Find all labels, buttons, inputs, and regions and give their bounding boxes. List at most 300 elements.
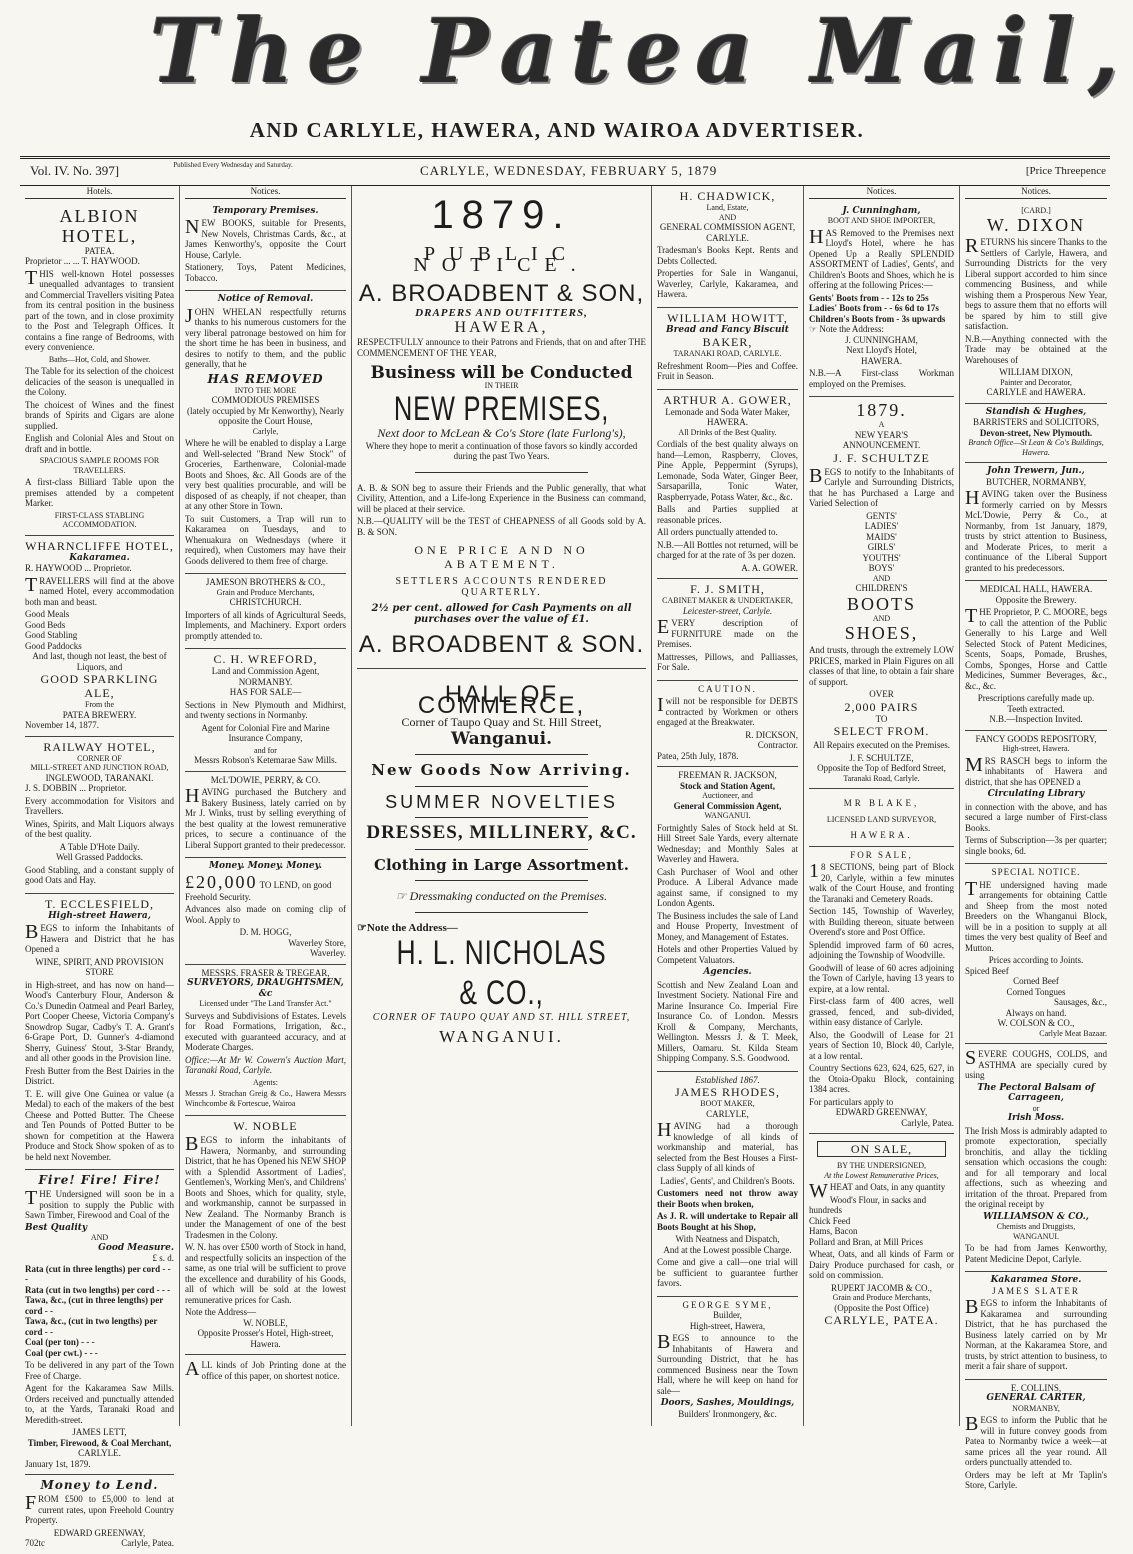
ad-title: E. COLLINS, [1010, 1382, 1062, 1393]
ad-schultze [809, 397, 954, 789]
ad-line: TARANAKI ROAD, CARLYLE. [673, 349, 782, 358]
ad-line: GOOD SPARKLING ALE, [40, 672, 159, 700]
dateline [20, 156, 1110, 186]
ad-title: FOR SALE, [850, 849, 913, 860]
ad-line: Timber, Firewood, & Coal Merchant, [27, 1437, 172, 1448]
ad-line: Teeth extracted. [1007, 703, 1065, 714]
ad-line: SELECT FROM. [833, 724, 930, 738]
ad-list-item: Good Meals [25, 609, 70, 619]
ad-line: With Neatness and Dispatch, [675, 1234, 780, 1244]
ad-list-item: GENTS' [866, 510, 897, 521]
ad-line: Carlyle Meat Bazaar. [1039, 1028, 1107, 1038]
ad-body: BEGS to inform the Inhabitants of Hawera and District that he has Opened a [25, 921, 174, 954]
ad-title: GEORGE SYME, [682, 1299, 773, 1310]
ad-line: AND [872, 613, 891, 623]
ad-year: 1879. [431, 193, 572, 237]
ad-line: J. F. SCHULTZE, [849, 752, 914, 763]
ad-line: DRAPERS AND OUTFITTERS, [415, 307, 588, 319]
ad-firm-name: A. BROADBENT & SON, [358, 280, 645, 307]
ad-line: Orders may be left at Mr Taplin's Store, Carlyle. [965, 1469, 1107, 1490]
ad-line: The Business includes the sale of Land and House Property, Investment of Money, and Management of Estates. [657, 910, 798, 942]
ad-line: And at the Lowest possible Charge. [663, 1244, 792, 1255]
divider [415, 849, 588, 850]
ad-body: THE Undersigned will soon be in a position to supply the Public with Sawn Timber, Firewood and Coal of the [25, 1187, 174, 1220]
ad-list-item: CHILDREN'S [855, 583, 908, 593]
column-notices-2 [652, 186, 804, 1426]
ad-trewern [965, 463, 1107, 581]
column-feature-ads [352, 186, 652, 1426]
ad-list-item: Good Beds [25, 619, 66, 630]
ad-line: N.B.—QUALITY will be the TEST of CHEAPNESS of all Goods sold by A. B. & SON. [357, 516, 646, 537]
ad-line: Corner of Taupo Quay and St. Hill Street, [401, 715, 602, 729]
ad-town: PATEA. [84, 245, 115, 256]
issue-price: [Price Threepence [1025, 165, 1106, 177]
ad-line: A. A. GOWER. [741, 562, 798, 573]
ad-line: W. NOBLE, [243, 1317, 288, 1328]
ad-title: CAUTION. [698, 683, 757, 694]
ad-title: WHARNCLIFFE HOTEL, [25, 538, 174, 553]
ad-hall-of-commerce [357, 669, 646, 1047]
ad-line: Stock and Station Agent, [679, 780, 776, 791]
ad-line: Hotels and other Properties Valued by Competent Valuators. [657, 944, 798, 965]
price-row: Coal (per cwt.) - - - [25, 1347, 98, 1358]
ad-line: Builders' Ironmongery, &c. [678, 1408, 777, 1419]
price-row: Ladies' Boots from - - 6s 6d to 17s [809, 303, 939, 313]
price-row: Rata (cut in three lengths) per cord - - - [25, 1263, 171, 1284]
ad-ecclesfield [25, 894, 174, 1171]
ad-body: Importers of all kinds of Agricultural Seeds, Implements, and Machinery. Export orders promptly attended to. [185, 609, 346, 641]
ad-line: A Table D'Hote Daily. [59, 841, 140, 852]
ad-wreford [185, 649, 346, 772]
ad-line: Wines, Spirits, and Malt Liquors always of the best quality. [25, 818, 174, 839]
ad-line: At the Lowest Remunerative Prices, [824, 1170, 939, 1180]
ad-body: JOHN WHELAN respectfully returns thanks to his numerous customers for the very liberal patronage bestowed on him for the short time he has been in business, and desires to notify to them, and the public generally, that he [185, 304, 346, 369]
ad-line: CARLYLE. [78, 1448, 121, 1458]
ad-line: GENERAL CARTER, [986, 1393, 1086, 1403]
ad-line: A [878, 420, 885, 429]
ad-line: Next door to McLean & Co's Store (late Furlong's), [377, 426, 626, 440]
ad-title: J. Cunningham, [842, 205, 921, 216]
ad-line: Contractor. [757, 740, 798, 750]
price-row: Children's Boots from - 3s upwards [809, 313, 946, 324]
pointing-hand-icon: ☞ [357, 921, 367, 934]
ad-line: Bread and Fancy Biscuit [666, 324, 789, 335]
ad-proprietor: R. HAYWOOD ... Proprietor. [25, 563, 132, 573]
ad-e-collins [965, 1380, 1107, 1498]
ad-line: BY THE UNDERSIGNED, [836, 1161, 927, 1170]
ad-gower [657, 390, 798, 580]
ad-line: Waverley Store, [288, 937, 346, 948]
ad-body: BEGS to announce to the Inhabitants of Hawera and Surrounding District, that he has commenced Business near the Town Hall, where he will keep on hand for sale— [657, 1331, 798, 1396]
ad-list-item: AND [872, 573, 891, 583]
ad-line: WILLIAM DIXON, [999, 367, 1073, 377]
ad-line: All Drinks of the Best Quality. [678, 427, 777, 437]
newspaper-subtitle: AND CARLYLE, HAWERA, AND WAIROA ADVERTISER. [249, 118, 865, 142]
column-heading: Notices. [965, 186, 1107, 199]
divider [415, 472, 588, 473]
ad-title: ALBION HOTEL, [59, 205, 140, 246]
ad-body: BEGS to inform the inhabitants of Hawera, Normanby, and surrounding District, that he has Opened his NEW SHOP with a Splendid Assortment of Ladies', Gentlemen's, Working Men's, and Childrens' Boots and Shoes, which for quality, style, and workmanship, cannot be surpassed in New Zealand. The Normanby Branch is under the Management of one of the best Tradesmen in the Colony. [185, 1133, 346, 1240]
ad-line: SUMMER NOVELTIES [385, 791, 618, 812]
ad-cunningham [809, 203, 954, 398]
ad-line: NORMANBY, [1012, 1403, 1060, 1413]
ad-list-item: Spiced Beef [965, 965, 1009, 976]
ad-line: CHRISTCHURCH. [229, 597, 302, 607]
ad-title: Money. Money. Money. [209, 861, 322, 871]
ad-james-rhodes [657, 1072, 798, 1297]
ad-body: 18 SECTIONS, being part of Block 20, Carlyle, within a few minutes walk of the Court House, and fronting the Taranaki and Cemetery Roads. [809, 860, 954, 904]
ad-line: CORNER OF TAUPO QUAY AND ST. HILL STREET, [372, 1012, 631, 1023]
divider [415, 817, 588, 818]
column-notices-3 [804, 186, 960, 1426]
ad-body: Every accommodation for Visitors and Travellers. [25, 795, 174, 816]
ad-line: R. DICKSON, [745, 729, 798, 740]
ad-heading: PUBLIC NOTICE. [413, 243, 590, 276]
ad-list-item: BOYS' [868, 563, 895, 573]
ad-line: (lately occupied by Mr Kenworthy), Nearly opposite the Court House, [187, 405, 344, 426]
ad-line: Fresh Butter from the Best Dairies in the District. [25, 1065, 174, 1086]
ad-title: ARTHUR A. GOWER, [663, 392, 792, 407]
ad-railway-hotel [25, 737, 174, 894]
ad-title: MEDICAL HALL, HAWERA. [979, 584, 1093, 594]
ad-line: Auctioneer, and [702, 791, 753, 800]
ad-body: HAVING purchased the Butchery and Bakery Business, lately carried on by Mr J. Winks, trust by selling everything of the best quality at the lowest remunerative prices, to secure a continuance of the Liberal Support granted to their predecessor. [185, 785, 346, 850]
ad-line: Messrs Robson's Ketemarae Saw Mills. [194, 755, 337, 765]
ad-line: NORMANBY. [238, 676, 293, 687]
ad-title: JAMESON BROTHERS & CO., [205, 577, 326, 587]
ad-line: New Goods Now Arriving. [371, 761, 632, 779]
ad-line: HAWERA. [860, 355, 903, 366]
ad-line: PATEA BREWERY. [62, 709, 137, 720]
ad-title: HALL OF COMMERCE, [417, 681, 586, 719]
ad-line: SURVEYORS, DRAUGHTSMEN, &c [187, 978, 344, 999]
ad-line: (Opposite the Post Office) [834, 1302, 929, 1313]
divider [415, 912, 588, 913]
price-row: Tawa, &c., (cut in two lengths) per cord - - [25, 1316, 158, 1337]
divider [415, 754, 588, 755]
ad-line: Where he will be enabled to display a Large and Well-selected "Brand New Stock" of Groceries, Earthenware, Colonial-made Boots and Shoes, &c. All Goods are of the very best qualities procurable, and will be disposed of as cheaply, if not cheaper, than at any other Store in Town. [185, 438, 346, 511]
column-notices-4 [960, 186, 1112, 1490]
ad-line: N.B.—Inspection Invited. [989, 714, 1083, 724]
ad-body: HAS Removed to the Premises next Lloyd's Hotel, where he has Opened Up a Really SPLENDID ASSORTMENT of Ladies', Gents', and Children's Boots and Shoes, which he is offering at the following Prices:— [809, 225, 954, 290]
ad-line: Ladies', Gents', and Children's Boots. [660, 1175, 795, 1186]
ad-chadwick [657, 186, 798, 308]
ad-fancy-goods [965, 731, 1107, 865]
ad-line: General Commission Agent, [673, 800, 782, 811]
ad-date: January 1st, 1879. [25, 1458, 91, 1469]
ad-mcdowie-perry [185, 772, 346, 859]
ad-body: THIS well-known Hotel possesses unequalled advantages to transient and Commercial Travellers visiting Patea from its central position in the business part of the town, and in close proximity to the Post and Telegraph Offices. It contains a fine range of Bedrooms, with every convenience. [25, 266, 174, 352]
ad-pectoral-balsam [965, 1044, 1107, 1272]
ad-money-hogg [185, 858, 346, 965]
ad-body: RETURNS his sincere Thanks to the Settlers of Carlyle, Hawera, and Surrounding Districts for the very Liberal support accorded to him since commencing Business, and while wishing them a Prosperous New Year, begs to assure them that no efforts will be spared by him to still give satisfaction. [965, 235, 1107, 331]
ad-line: COMMODIOUS PREMISES [211, 395, 320, 405]
ad-body: Cordials of the best quality always on hand—Lemon, Raspberry, Cloves, Pine Apple, Peppermint (Syrups), Lemonade, Soda Water, Ginger Beer, Sarsaparilla, Tonic Water, Raspberryade, Potass Water, &c., &c. [657, 439, 798, 502]
ad-list-item: YOUTHS' [862, 552, 901, 563]
ad-line: Land, Estate, [706, 203, 749, 212]
ad-list-item: LADIES' [864, 521, 899, 531]
ad-line [809, 324, 954, 335]
ad-line: Circulating Library [987, 789, 1085, 799]
ad-body: EVERY description of FURNITURE made on the Premises. [657, 616, 798, 649]
ad-town: HAWERA. [850, 830, 913, 840]
ad-line: EDWARD GREENWAY, [835, 1107, 928, 1117]
ad-line: ANNOUNCEMENT. [842, 440, 921, 450]
ad-list-item: Corned Beef [1013, 976, 1059, 986]
ad-line: NEW YEAR'S [854, 429, 909, 440]
ad-line: Cash Purchaser of Wool and other Produce. A Liberal Advance made against same, if consigned to my London Agents. [657, 866, 798, 908]
ad-body: WHEAT and Oats, in any quantity [809, 1180, 946, 1202]
ad-line: Section 145, Township of Waverley, with Building thereon, situate between Overend's store and Post Office. [809, 906, 954, 937]
ad-title: FANCY GOODS REPOSITORY, [975, 733, 1097, 744]
ad-title: FREEMAN R. JACKSON, [678, 770, 777, 780]
ad-fire [25, 1170, 174, 1475]
column-heading: Notices. [809, 186, 954, 199]
ad-date: Patea, 25th July, 1878. [657, 750, 739, 761]
ad-line: BARRISTERS and SOLICITORS, [972, 417, 1100, 427]
ad-title: Standish & Hughes, [985, 406, 1087, 417]
ad-title: Kakaramea Store. [990, 1275, 1082, 1285]
ad-line: DRESSES, MILLINERY, &C. [366, 822, 637, 843]
ad-line: To be delivered in any part of the Town Free of Charge. [25, 1360, 174, 1381]
ad-title: H. CHADWICK, [679, 189, 776, 203]
ad-on-sale [809, 1134, 954, 1332]
ad-line: W. COLSON & CO., [997, 1018, 1075, 1028]
ad-line: Next Lloyd's Hotel, [846, 345, 917, 355]
ad-date: November 14, 1877. [25, 720, 99, 730]
ad-line: SETTLERS ACCOUNTS RENDERED QUARTERLY. [395, 576, 608, 598]
ad-title: McL'DOWIE, PERRY, & CO. [210, 774, 321, 785]
ad-title: SEVERE COUGHS, COLDS, and ASTHMA are specially cured by using [965, 1047, 1107, 1080]
ad-body: MRS RASCH begs to inform the inhabitants of Hawera and district, that she has OPENED a [965, 753, 1107, 787]
ad-line: CORNER OF [77, 753, 122, 763]
loan-amount: £20,000 [185, 871, 258, 892]
ad-line: in connection with the above, and has secured a large number of First-class Books. [965, 801, 1107, 833]
ad-list-item: Sausages, &c., [1054, 997, 1107, 1007]
ad-list-item: Good Paddocks [25, 640, 82, 651]
ad-line: To suit Customers, a Trap will run to Kakaramea on Tuesdays, and to Whenuakura on Wednesdays (where it required), when Customers may have their Goods delivered to them free of charge. [185, 513, 346, 566]
ad-title: JAMES RHODES, [674, 1085, 780, 1099]
ad-line: Office:—At Mr W. Cowern's Auction Mart, Taranaki Road, Carlyle. [185, 1054, 346, 1075]
ad-title: W. NOBLE [233, 1119, 298, 1133]
ad-town: Carlyle, Patea. [121, 1538, 174, 1548]
ad-line: Land and Commission Agent, [211, 666, 320, 676]
ad-line [357, 923, 646, 934]
ad-line: JAMES SLATER [992, 1285, 1080, 1296]
ad-title: MR BLAKE, [843, 798, 920, 808]
columns [20, 186, 1112, 1548]
masthead [0, 0, 1133, 103]
ad-body: Surveys and Subdivisions of Estates. Levels for Road Formations, Irrigation, &c., executed with guaranteed accuracy, and at Moderate Charges. [185, 1010, 346, 1052]
ad-line: BAKER, [702, 335, 753, 349]
ad-line: 2½ per cent. allowed for Cash Payments on all purchases over the value of £1. [371, 603, 632, 625]
ad-town: Kakaramea. [69, 552, 130, 563]
ad-line: SHOES, [844, 623, 919, 643]
ad-ref: 702tc [25, 1538, 45, 1548]
ad-town: HAWERA, [454, 318, 549, 336]
price-row: Tawa, &c., (cut in three lengths) per cord - - [25, 1295, 164, 1316]
ad-line: The choicest of Wines and the finest brands of Spirits and Cigars are alone supplied. [25, 399, 174, 431]
ad-line: Country Sections 623, 624, 625, 627, in the Otoia-Opaku Block, containing 1384 acres. [809, 1063, 954, 1094]
ad-line: Note the Address— [185, 1307, 256, 1317]
ad-line: The Pectoral Balsam of Carrageen, [977, 1082, 1095, 1103]
ad-year: 1879. [856, 400, 907, 420]
ad-line: Agent for the Kakaramea Saw Mills. Orders received and punctually attended to, at the Yards, Taranaki Road and Meredith-street. [25, 1383, 174, 1425]
ad-line-text: Dressmaking conducted on the Premises. [409, 889, 608, 903]
ad-line: And trusts, through the extremely LOW PRICES, marked in Plain Figures on all classes of that line, to obtain a fair share of support. [809, 645, 954, 687]
column-hotels [20, 186, 180, 1548]
ad-line: TO [875, 713, 888, 724]
column-heading: Notices. [185, 186, 346, 199]
ad-line: High-street, Hawera. [1002, 744, 1070, 753]
ad-line: JAMES LETT, [72, 1427, 127, 1437]
ad-w-noble [185, 1116, 346, 1355]
ad-line: Leicester-street, Carlyle. [682, 605, 773, 616]
pointing-hand-icon: ☞ [809, 324, 818, 334]
ad-line: and for [254, 745, 277, 755]
ad-line: BOOTS [846, 593, 916, 614]
ad-line: Established 1867. [695, 1074, 760, 1085]
ad-line: The Table for its selection of the choicest delicacies of the season is unequalled in the Colony. [25, 366, 174, 397]
ad-list-item: GIRLS' [867, 542, 896, 552]
ad-body: RESPECTFULLY announce to their Patrons and Friends, that on and after THE COMMENCEMENT OF THE YEAR, [357, 337, 646, 358]
ad-line: IN THEIR [484, 380, 519, 390]
ad-body: BEGS to inform the Public that he will in future convey goods from Patea to Normanby twice a week—at same prices all the year round. All orders punctually attended to. [965, 1413, 1107, 1467]
ad-line: CABINET MAKER & UNDERTAKER, [662, 596, 793, 605]
ad-line: First-class farm of 400 acres, well grassed, fenced, and sub-divided, within easy distance of Carlyle. [809, 996, 954, 1027]
ad-line: Agents: [253, 1077, 278, 1087]
ad-line: MILL-STREET AND JUNCTION ROAD, [30, 763, 169, 772]
ad-temporary-premises [185, 203, 346, 292]
ad-body: Tradesman's Books Kept. Rents and Debts Collected. [657, 245, 798, 266]
ad-line: HAS REMOVED [207, 371, 324, 386]
ad-line: Lemonade and Soda Water Maker, [665, 406, 790, 417]
ad-body: Advances also made on coming clip of Wool. Apply to [185, 904, 346, 925]
ad-line: Good Stabling, and a constant supply of good Oats and Hay. [25, 864, 174, 885]
ad-line: Business will be Conducted [370, 363, 633, 383]
ad-line: Wheat, Oats, and all kinds of Farm or Dairy Produce purchased for cash, or sold on commission. [809, 1249, 954, 1280]
ad-firm-name: A. BROADBENT & SON. [358, 631, 645, 658]
price-row: Gents' Boots from - - 12s to 25s [809, 292, 929, 303]
ad-line: Chemists and Druggists, [996, 1222, 1076, 1231]
ad-wharncliffe-hotel [25, 536, 174, 737]
ad-town: Wanganui. [451, 728, 552, 749]
ad-title: Temporary Premises. [212, 205, 319, 216]
ad-line: Messrs J. Strachan Greig & Co., Hawera Messrs Winchcombe & Fortescue, Wairoa [185, 1089, 346, 1108]
ad-line: ONE PRICE AND NO ABATEMENT. [414, 543, 589, 571]
ad-line: BUTCHER, NORMANBY, [985, 476, 1087, 487]
ad-line: Branch Office—St Lean & Co's Buildings, Hawera. [968, 438, 1104, 457]
ad-line: LICENSED LAND SURVEYOR, [826, 814, 937, 824]
issue-date: CARLYLE, WEDNESDAY, FEBRUARY 5, 1879 [420, 163, 718, 178]
ad-line: Carlyle, Patea. [901, 1117, 954, 1128]
ad-line: HAWERA. [706, 417, 749, 427]
ad-line: £ s. d. [152, 1253, 174, 1263]
ad-line: TO LEND, on good Freehold Security. [185, 879, 332, 902]
ad-line: A. B. & SON beg to assure their Friends and the Public generally, that what Civility, Attention, and a Life-long Experience in the Business can command, will be placed at their service. [357, 482, 646, 514]
ad-fraser-tregear [185, 965, 346, 1117]
column-notices-1 [180, 186, 352, 1426]
ad-line: Terms of Subscription—3s per quarter; single books, 6d. [965, 835, 1107, 856]
ad-line: English and Colonial Ales and Stout on draft and in bottle. [25, 433, 174, 454]
ad-title: F. J. SMITH, [690, 582, 765, 596]
ad-list-item: MAIDS' [866, 531, 897, 542]
ad-line: Scottish and New Zealand Loan and Investment Society. National Fire and Marine Insurance Co. Imperial Fire Insurance Co. of London. Messrs Kroll & Company, Merchants, Wellington. Messrs J. & T. Meek, Millers, Oamaru. St. Kilda Steam Shipping Company. S.S. Goodwood. [657, 979, 798, 1063]
ad-line: AND [718, 212, 737, 222]
publication-schedule: Published Every Wednesday and Saturday. [173, 161, 293, 169]
ad-w-dixon [965, 203, 1107, 404]
ad-line: [CARD.] [1021, 205, 1051, 215]
ad-line: A first-class Billiard Table upon the premises attended by a competent Marker. [25, 477, 174, 508]
ad-george-syme [657, 1297, 798, 1425]
ad-line: INTO THE MORE [234, 385, 297, 395]
column-heading: Hotels. [25, 186, 174, 199]
ad-line: Stationery, Toys, Patent Medicines, Tobacco. [185, 262, 346, 283]
ad-line: Doors, Sashes, Mouldings, [660, 1398, 795, 1408]
ad-line: T. E. will give One Guinea or value (a Medal) to each of the makers of the best Cheese and Potted Butter. The Cheese and Ten Pounds of Potted Butter to be shown for competition at the Hawera Produce and Stock Show spoken of as to be held next November. [25, 1088, 174, 1162]
ad-proprietor: Proprietor ... ... T. HAYWOOD. [25, 256, 140, 266]
ad-line: For particulars apply to [809, 1096, 894, 1107]
ad-title: John Trewern, Jun., [987, 466, 1085, 476]
ad-caution [657, 681, 798, 768]
ad-line: or [1032, 1103, 1040, 1113]
ad-line: WANGANUI. [704, 811, 751, 820]
ad-line: BOOT AND SHOE IMPORTER, [827, 216, 936, 225]
ad-line: AND [90, 1233, 109, 1242]
ad-line: N.B.—Anything connected with the Trade may be obtained at the Warehouses of [965, 333, 1107, 365]
ad-line: Customers need not throw away their Boots when broken, [657, 1188, 798, 1209]
ad-money-to-lend [25, 1475, 174, 1554]
ad-line: Opposite the Top of Bedford Street, [817, 763, 946, 773]
ad-title: Money to Lend. [40, 1478, 159, 1492]
ad-line: RUPERT JACOMB & CO., [830, 1282, 933, 1293]
ad-title: WILLIAM HOWITT, [667, 310, 788, 325]
ad-line: Mattresses, Pillows, and Palliasses, For Sale. [657, 651, 798, 672]
ad-line: Balls and Parties supplied at reasonable prices. [657, 504, 798, 525]
ad-line: Good Measure. [98, 1242, 174, 1253]
ad-body: ALL kinds of Job Printing done at the office of this paper, on shortest notice. [185, 1358, 346, 1381]
ad-line: Devon-street, New Plymouth. [979, 427, 1093, 438]
ad-line: Agencies. [703, 967, 752, 977]
ad-title: Fire! Fire! Fire! [38, 1173, 161, 1187]
ad-body: TRAVELLERS will find at the above named Hotel, every accommodation both man and beast. [25, 573, 174, 607]
ad-line: Well Grassed Paddocks. [55, 852, 143, 862]
ad-kakaramea-store [965, 1272, 1107, 1380]
ad-line: INGLEWOOD, TARANAKI. [45, 772, 154, 783]
ad-body: HAVING taken over the Business formerly carried on by Messrs McL'Dowie, Perry & Co., at Normanby, from 1st January, 1879, trusts by strict attention to Business, and Moderate Prices, to merit a continuance of the Liberal Support granted to his predecessors. [965, 487, 1107, 573]
ad-title: ON SALE, [817, 1141, 946, 1157]
ad-line: WINE, SPIRIT, AND PROVISION STORE [35, 956, 164, 977]
ad-title: MESSRS. FRASER & TREGEAR, [201, 967, 330, 978]
ad-jackson [657, 767, 798, 1072]
ad-medical-hall [965, 581, 1107, 731]
ad-title: J. F. SCHULTZE [833, 450, 930, 465]
ad-line: Taranaki Road, Carlyle. [843, 773, 920, 783]
ad-firm-name: H. L. NICHOLAS & CO., [396, 934, 607, 1012]
ad-line: Always on hand. [1005, 1007, 1067, 1018]
ad-line: 2,000 PAIRS [844, 699, 919, 714]
ad-line: CARLYLE. [706, 232, 749, 243]
ad-body: NEW BOOKS, suitable for Presents, New Novels, Christmas Cards, &c., at James Kenworthy's, opposite the Court House, Carlyle. [185, 216, 346, 260]
ad-line: WANGANUI. [1013, 1231, 1059, 1241]
ad-line: OVER [869, 689, 894, 699]
ad-mr-blake [809, 789, 954, 847]
ad-body: THE undersigned having made arrangements for obtaining Cattle and Sheep from the most noted Breeders on the Whanganui Block, will be in a position to supply at all times the very best quality of Beef and Mutton. [965, 877, 1107, 953]
ad-line: Splendid improved farm of 60 acres, adjoining the Township of Woodville. [809, 939, 954, 960]
ad-line: Painter and Decorator, [1000, 377, 1072, 387]
ad-line [25, 1538, 174, 1549]
ad-line: Baths—Hot, Cold, and Shower. [48, 354, 151, 364]
